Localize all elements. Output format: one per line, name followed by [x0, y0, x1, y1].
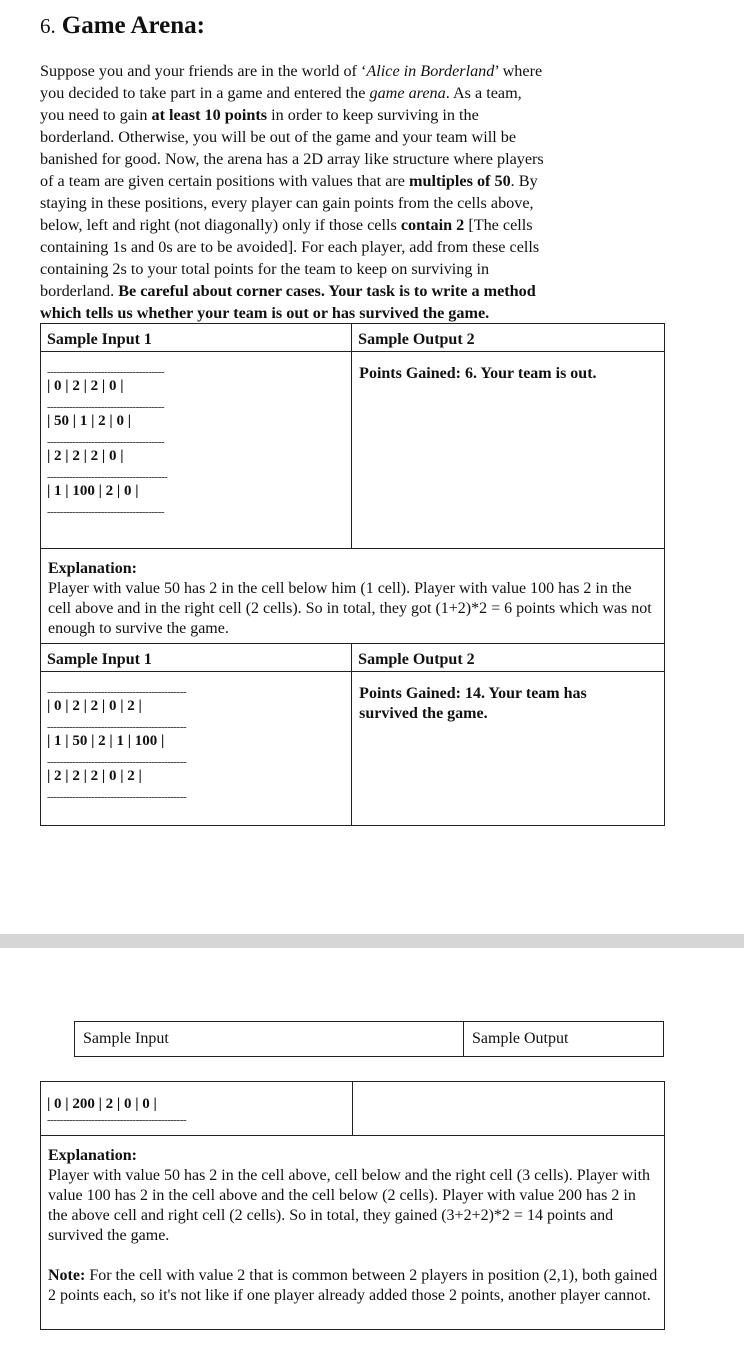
- paragraph-line: you decided to take part in a game and entered the game arena. As a team,: [40, 84, 522, 102]
- grid-row: | 1 | 50 | 2 | 1 | 100 |: [47, 733, 165, 749]
- explanation-text: Player with value 50 has 2 in the cell above, cell below and the right cell (3 cells). Player with value 100 has 2 in the cell above and the cell below (2 cells). Player with value 200 has 2 in the above cell and right cell (2 cells). So in total, they gained (3+2+2)*2 = 14 points and survived the game.: [48, 1167, 651, 1244]
- example2-output: Points Gained: 14. Your team has survived the game.: [359, 685, 587, 722]
- grid-row: | 0 | 200 | 2 | 0 | 0 |: [47, 1096, 157, 1112]
- paragraph-line: staying in these positions, every player can gain points from the cells above,: [40, 194, 534, 212]
- example2-output-label: Sample Output 2: [358, 651, 475, 668]
- example3-input-label: Sample Input: [75, 1022, 464, 1057]
- example1-grid: ------------------------------------- | 0 | 2 | 2 | 0 | ------------------------------------- | 50 | 1 | 2 | 0 | ------------------------------------- | 2 | 2 | 2 | 0 | -------------------------------------- | 1 | 100 | 2 | 0 | -------------------------------------: [41, 352, 351, 516]
- example1-input-label: Sample Input 1: [47, 331, 152, 348]
- paragraph-line: borderland. Be careful about corner cases. Your task is to write a method: [40, 282, 536, 300]
- note-text: For the cell with value 2 that is common between 2 players in position (2,1), both gained 2 points each, so it's not like if one player already added those 2 points, another player cannot.: [48, 1267, 658, 1304]
- grid-row: | 1 | 100 | 2 | 0 |: [47, 483, 139, 499]
- grid-row: | 2 | 2 | 2 | 0 | 2 |: [47, 768, 142, 784]
- paragraph-line: of a team are given certain positions with values that are multiples of 50. By: [40, 172, 538, 190]
- example3-output-label: Sample Output: [464, 1022, 664, 1057]
- section-heading: [40, 12, 205, 40]
- example3-explanation: [41, 1136, 664, 1306]
- paragraph-line: banished for good. Now, the arena has a 2D array like structure where players: [40, 150, 544, 168]
- example2-grid: -------------------------------------------- | 0 | 2 | 2 | 0 | 2 | -------------------------------------------- | 1 | 50 | 2 | 1 | 100 | -------------------------------------------- | 2 | 2 | 2 | 0 | 2 | --------------------------------------------: [41, 672, 351, 801]
- example1-output-label: Sample Output 2: [358, 331, 475, 348]
- paragraph-line: borderland. Otherwise, you will be out of the game and your team will be: [40, 128, 517, 146]
- paragraph-line: you need to gain at least 10 points in order to keep surviving in the: [40, 106, 479, 124]
- example3-grid: | 0 | 200 | 2 | 0 | 0 | --------------------------------------------: [41, 1082, 352, 1124]
- example2-input-label: Sample Input 1: [47, 651, 152, 668]
- section-number: 6.: [40, 14, 56, 38]
- example3-output-cell: [352, 1082, 664, 1136]
- example3-table: [40, 1081, 665, 1330]
- explanation-text: Player with value 50 has 2 in the cell below him (1 cell). Player with value 100 has 2 in the cell above and in the right cell (2 cells). So in total, they got (1+2)*2 = 6 points which was not enough to survive the game.: [48, 580, 652, 637]
- paragraph-line: which tells us whether your team is out or has survived the game.: [40, 304, 490, 322]
- grid-row: | 0 | 2 | 2 | 0 |: [47, 378, 124, 394]
- example1-output: Points Gained: 6. Your team is out.: [359, 365, 597, 382]
- grid-row: | 2 | 2 | 2 | 0 |: [47, 448, 124, 464]
- grid-row: | 50 | 1 | 2 | 0 |: [47, 413, 132, 429]
- paragraph-line: Suppose you and your friends are in the world of ‘Alice in Borderland’ where: [40, 62, 543, 80]
- paragraph-line: containing 1s and 0s are to be avoided]. For each player, add from these cells: [40, 238, 540, 256]
- page-divider: [0, 934, 744, 948]
- grid-row: | 0 | 2 | 2 | 0 | 2 |: [47, 698, 142, 714]
- example1-explanation: [41, 549, 664, 639]
- paragraph-line: below, left and right (not diagonally) only if those cells contain 2 [The cells: [40, 216, 533, 234]
- example1-table: [40, 323, 665, 826]
- note-title: Note:: [48, 1267, 86, 1284]
- explanation-title: Explanation:: [48, 1147, 137, 1164]
- problem-statement: [40, 60, 600, 324]
- section-title: Game Arena:: [61, 12, 206, 39]
- paragraph-line: containing 2s to your total points for the team to keep on surviving in: [40, 260, 490, 278]
- explanation-title: Explanation:: [48, 560, 137, 577]
- example3-header-table: [74, 1021, 664, 1057]
